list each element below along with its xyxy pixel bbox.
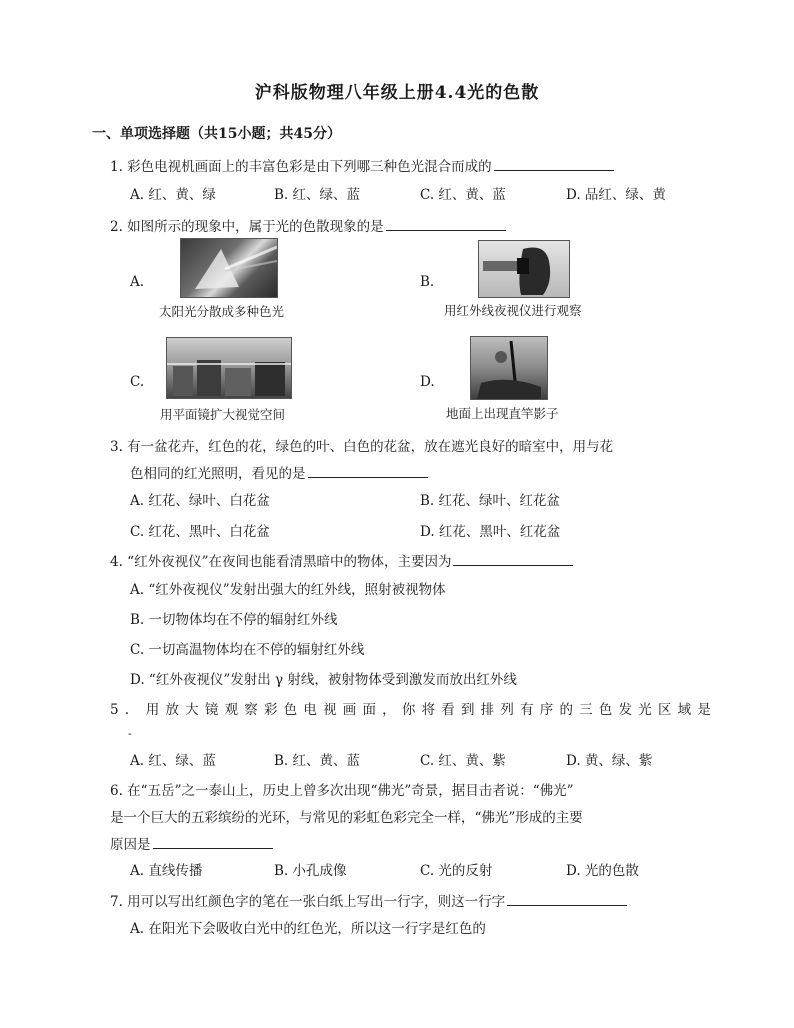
q6-option-c: C. 光的反射 xyxy=(420,863,493,879)
night-vision-photo xyxy=(478,240,570,298)
q6-option-b: B. 小孔成像 xyxy=(274,863,347,879)
q2-option-c: C. xyxy=(130,374,145,390)
answer-blank[interactable] xyxy=(153,836,273,849)
question-2-stem: 2. 如图所示的现象中，属于光的色散现象的是 xyxy=(110,215,506,235)
q4-option-b: B. 一切物体均在不停的辐射红外线 xyxy=(130,612,338,628)
mirror-space-photo xyxy=(166,337,292,399)
question-6-stem-cont: 是一个巨大的五彩缤纷的光环，与常见的彩虹色彩完全一样，“佛光”形成的主要 xyxy=(110,810,583,826)
answer-blank[interactable] xyxy=(494,158,614,171)
q2-caption-a: 太阳光分散成多种色光 xyxy=(159,304,285,319)
answer-blank[interactable] xyxy=(453,553,573,566)
question-5-stem: 5. 用放大镜观察彩色电视画面，你将看到排列有序的三色发光区域是 xyxy=(110,702,718,718)
question-6-stem: 6. 在“五岳”之一泰山上，历史上曾多次出现“佛光”奇景，据目击者说：“佛光” xyxy=(110,783,574,799)
q5-option-a: A. 红、绿、蓝 xyxy=(130,753,216,769)
q2-caption-c: 用平面镜扩大视觉空间 xyxy=(160,407,286,422)
q2-option-a: A. xyxy=(130,274,145,290)
q3-option-c: C. 红花、黑叶、白花盆 xyxy=(130,524,270,540)
question-4-stem: 4. “红外夜视仪”在夜间也能看清黑暗中的物体，主要因为 xyxy=(110,550,573,570)
answer-blank[interactable] xyxy=(507,893,627,906)
q1-option-d: D. 品红、绿、黄 xyxy=(566,187,666,203)
q6-option-a: A. 直线传播 xyxy=(130,863,203,879)
answer-blank[interactable] xyxy=(308,465,428,478)
q4-option-a: A. “红外夜视仪”发射出强大的红外线，照射被视物体 xyxy=(130,582,446,598)
answer-blank[interactable] xyxy=(386,218,506,231)
q3-option-b: B. 红花、绿叶、红花盆 xyxy=(420,493,561,509)
question-1-stem: 1. 彩色电视机画面上的丰富色彩是由下列哪三种色光混合而成的 xyxy=(110,155,614,175)
q6-option-d: D. 光的色散 xyxy=(566,863,639,879)
prism-dispersion-photo xyxy=(180,238,278,298)
q5-option-b: B. 红、黄、蓝 xyxy=(274,753,361,769)
section-heading: 一、单项选择题（共15小题；共45分） xyxy=(92,126,341,142)
question-7-stem: 7. 用可以写出红颜色字的笔在一张白纸上写出一行字，则这一行字 xyxy=(110,890,627,910)
q3-option-d: D. 红花、黑叶、红花盆 xyxy=(420,524,561,540)
q5-option-d: D. 黄、绿、紫 xyxy=(566,753,653,769)
q1-option-c: C. 红、黄、蓝 xyxy=(420,187,506,203)
q7-option-a: A. 在阳光下会吸收白光中的红色光，所以这一行字是红色的 xyxy=(130,921,486,937)
page-title: 沪科版物理八年级上册4.4光的色散 xyxy=(254,83,540,103)
q1-option-a: A. 红、黄、绿 xyxy=(130,187,216,203)
q3-option-a: A. 红花、绿叶、白花盆 xyxy=(130,493,270,509)
q2-caption-d: 地面上出现直竿影子 xyxy=(446,406,559,421)
q4-option-d: D. “红外夜视仪”发射出 γ 射线，被射物体受到激发而放出红外线 xyxy=(130,672,517,688)
q2-option-d: D. xyxy=(420,374,435,390)
question-6-stem-end: 原因是 xyxy=(110,833,273,853)
question-3-stem: 3. 有一盆花卉，红色的花，绿色的叶、白色的花盆，放在遮光良好的暗室中，用与花 xyxy=(110,439,614,455)
q2-caption-b: 用红外线夜视仪进行观察 xyxy=(444,303,582,318)
q2-option-b: B. xyxy=(420,274,435,290)
question-5-blank-mark: - xyxy=(128,727,132,740)
q4-option-c: C. 一切高温物体均在不停的辐射红外线 xyxy=(130,642,365,658)
q1-option-b: B. 红、绿、蓝 xyxy=(274,187,361,203)
q5-option-c: C. 红、黄、紫 xyxy=(420,753,506,769)
pole-shadow-photo xyxy=(470,336,548,400)
question-3-stem-cont: 色相同的红光照明，看见的是 xyxy=(130,462,428,482)
